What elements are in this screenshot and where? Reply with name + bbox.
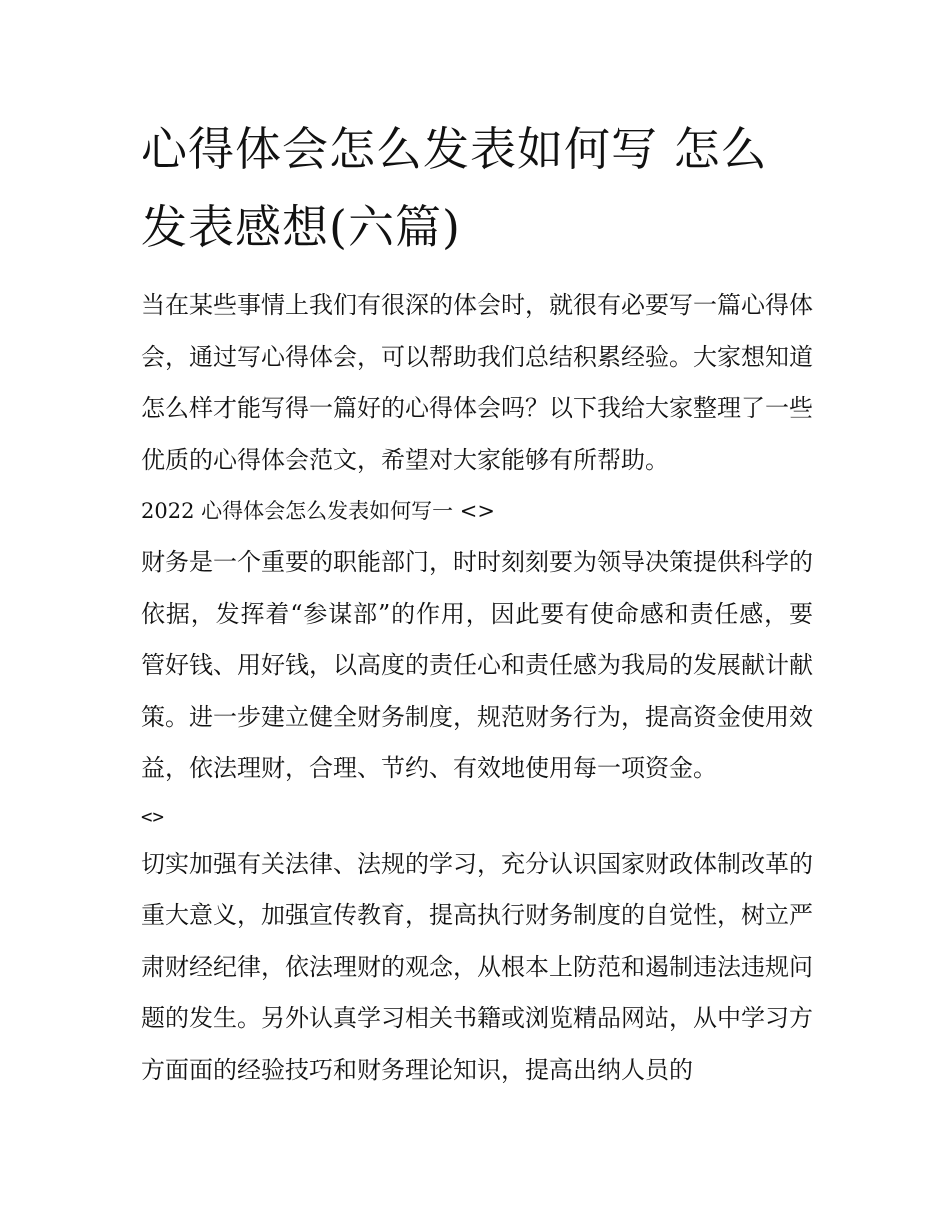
- document-page: [141, 110, 813, 1096]
- body-paragraph-1: 财务是一个重要的职能部门，时时刻刻要为领导决策提供科学的依据，发挥着“参谋部”的作用，因此要有使命感和责任感，要管好钱、用好钱，以高度的责任心和责任感为我局的发展献计献策。进一步建立健全财务制度，规范财务行为，提高资金使用效益，依法理财，合理、节约、有效地使用每一项资金。: [141, 548, 813, 782]
- intro-paragraph: 当在某些事情上我们有很深的体会时，就很有必要写一篇心得体会，通过写心得体会，可以帮助我们总结积累经验。大家想知道怎么样才能写得一篇好的心得体会吗？以下我给大家整理了一些优质的心得体会范文，希望对大家能够有所帮助。: [141, 291, 813, 474]
- placeholder-marker: <>: [141, 805, 164, 828]
- body-paragraph-2: 切实加强有关法律、法规的学习，充分认识国家财政体制改革的重大意义，加强宣传教育，提高执行财务制度的自觉性，树立严肃财经纪律，依法理财的观念，从根本上防范和遏制违法违规问题的发生。另外认真学习相关书籍或浏览精品网站，从中学习方方面面的经验技巧和财务理论知识，提高出纳人员的: [141, 849, 813, 1084]
- section-heading: 2022 心得体会怎么发表如何写一 <>: [141, 499, 495, 523]
- document-title: 心得体会怎么发表如何写 怎么发表感想(六篇): [141, 122, 768, 254]
